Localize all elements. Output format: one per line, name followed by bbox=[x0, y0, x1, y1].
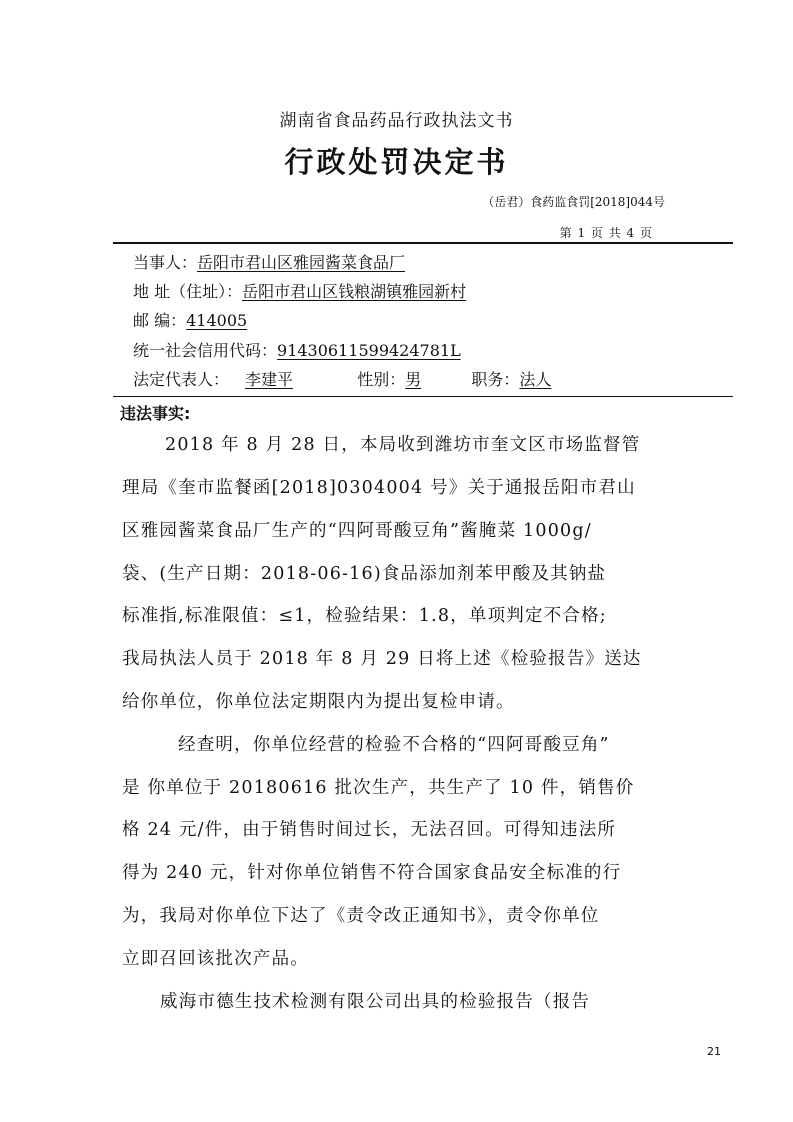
document-number: （岳君）食药监食罚[2018]044号 bbox=[482, 195, 665, 209]
facts-line: 格 24 元/件，由于销售时间过长，无法召回。可得知违法所 bbox=[122, 820, 617, 840]
party-postcode-value: 414005 bbox=[186, 311, 248, 330]
party-rep-row bbox=[133, 367, 551, 390]
facts-line: 得为 240 元，针对你单位销售不符合国家食品安全标准的行 bbox=[122, 863, 622, 883]
party-gender-label: 性别： bbox=[357, 370, 406, 389]
facts-heading: 违法事实: bbox=[120, 404, 191, 423]
party-name-value: 岳阳市君山区雅园酱菜食品厂 bbox=[197, 253, 406, 272]
facts-line: 立即召回该批次产品。 bbox=[122, 949, 309, 969]
page-number: 21 bbox=[707, 1045, 721, 1058]
party-address-value: 岳阳市君山区钱粮湖镇雅园新村 bbox=[242, 282, 467, 301]
facts-line: 2018 年 8 月 28 日，本局收到潍坊市奎文区市场监督管 bbox=[165, 435, 641, 455]
top-divider bbox=[113, 242, 733, 244]
section-divider bbox=[113, 396, 733, 397]
agency-title: 湖南省食品药品行政执法文书 bbox=[279, 111, 514, 131]
party-position-value: 法人 bbox=[519, 370, 552, 389]
party-position-label: 职务： bbox=[471, 370, 520, 389]
facts-line: 理局《奎市监餐函[2018]0304004 号》关于通报岳阳市君山 bbox=[122, 478, 636, 498]
party-credit-label: 统一社会信用代码： bbox=[133, 341, 278, 360]
facts-line: 为，我局对你单位下达了《责令改正通知书》，责令你单位 bbox=[122, 906, 600, 926]
facts-line: 我局执法人员于 2018 年 8 月 29 日将上述《检验报告》送达 bbox=[122, 649, 642, 669]
page-indicator: 第 1 页 共 4 页 bbox=[559, 226, 653, 240]
facts-line: 给你单位，你单位法定期限内为提出复检申请。 bbox=[122, 692, 515, 712]
facts-line: 威海市德生技术检测有限公司出具的检验报告（报告 bbox=[160, 992, 591, 1012]
facts-line: 是 你单位于 20180616 批次生产，共生产了 10 件，销售价 bbox=[122, 778, 635, 798]
party-name-label: 当事人： bbox=[133, 253, 198, 272]
facts-line: 袋、(生产日期：2018-06-16)食品添加剂苯甲酸及其钠盐 bbox=[122, 564, 607, 584]
facts-line: 标准指,标准限值：≤1，检验结果：1.8，单项判定不合格; bbox=[122, 606, 607, 626]
facts-line: 区雅园酱菜食品厂生产的“四阿哥酸豆角”酱腌菜 1000g/ bbox=[122, 521, 592, 541]
party-postcode-label: 邮 编： bbox=[133, 311, 187, 330]
party-postcode-row bbox=[133, 308, 247, 331]
party-address-label: 地 址（住址）： bbox=[133, 282, 243, 301]
document-title: 行政处罚决定书 bbox=[284, 145, 509, 179]
facts-line: 经查明，你单位经营的检验不合格的“四阿哥酸豆角” bbox=[178, 735, 610, 755]
party-name-row bbox=[133, 250, 405, 273]
party-rep-label: 法定代表人： bbox=[133, 370, 230, 389]
party-rep-value: 李建平 bbox=[245, 370, 294, 389]
party-address-row bbox=[133, 279, 466, 302]
party-credit-value: 91430611599424781L bbox=[277, 341, 461, 360]
party-gender-value: 男 bbox=[405, 370, 422, 389]
party-credit-row bbox=[133, 338, 461, 361]
